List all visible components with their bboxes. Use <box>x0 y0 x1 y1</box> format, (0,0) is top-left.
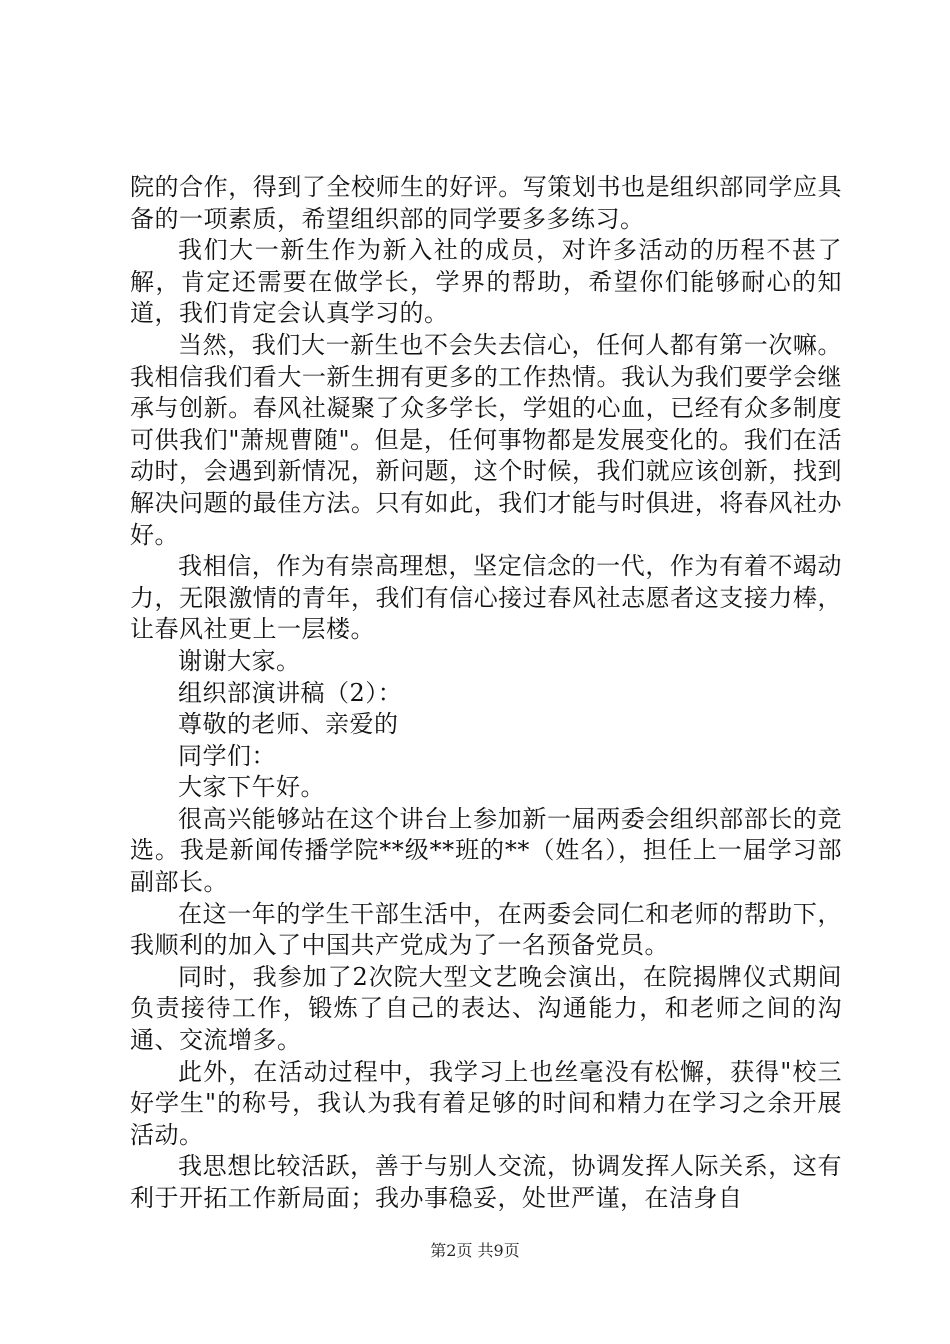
paragraph: 很高兴能够站在这个讲台上参加新一届两委会组织部部长的竞选。我是新闻传播学院**级**班的**（姓名），担任上一届学习部副部长。 <box>130 804 842 897</box>
page-footer <box>0 1241 950 1261</box>
paragraph: 我们大一新生作为新入社的成员，对许多活动的历程不甚了解，肯定还需要在做学长，学界的帮助，希望你们能够耐心的知道，我们肯定会认真学习的。 <box>130 236 842 328</box>
paragraph: 院的合作，得到了全校师生的好评。写策划书也是组织部同学应具备的一项素质，希望组织部的同学要多多练习。 <box>130 173 842 233</box>
paragraph: 在这一年的学生干部生活中，在两委会同仁和老师的帮助下，我顺利的加入了中国共产党成为了一名预备党员。 <box>130 899 842 960</box>
paragraph: 谢谢大家。 <box>178 646 301 675</box>
paragraph: 我相信，作为有崇高理想，坚定信念的一代，作为有着不竭动力，无限激情的青年，我们有信心接过春风社志愿者这支接力棒，让春风社更上一层楼。 <box>130 552 842 644</box>
paragraph: 同时，我参加了2次院大型文艺晚会演出，在院揭牌仪式期间负责接待工作，锻炼了自己的表达、沟通能力，和老师之间的沟通、交流增多。 <box>130 962 842 1055</box>
greeting: 大家下午好。 <box>178 773 325 802</box>
section-heading: 组织部演讲稿（2）： <box>178 678 403 707</box>
document-body <box>130 172 842 1215</box>
salutation: 同学们： <box>178 741 276 770</box>
page-number-label: 第2页 共9页 <box>430 1241 520 1260</box>
paragraph: 当然，我们大一新生也不会失去信心，任何人都有第一次嘛。我相信我们看大一新生拥有更多的工作热情。我认为我们要学会继承与创新。春风社凝聚了众多学长，学姐的心血，已经有众多制度可供我们"萧规曹随"。但是，任何事物都是发展变化的。我们在活动时，会遇到新情况，新问题，这个时候，我们就应该创新，找到解决问题的最佳方法。只有如此，我们才能与时俱进，将春风社办好。 <box>130 330 842 549</box>
paragraph: 此外，在活动过程中，我学习上也丝毫没有松懈，获得"校三好学生"的称号，我认为我有着足够的时间和精力在学习之余开展活动。 <box>130 1057 842 1149</box>
salutation: 尊敬的老师、亲爱的 <box>178 710 399 739</box>
paragraph: 我思想比较活跃，善于与别人交流，协调发挥人际关系，这有利于开拓工作新局面；我办事稳妥，处世严谨，在洁身自 <box>130 1152 842 1212</box>
